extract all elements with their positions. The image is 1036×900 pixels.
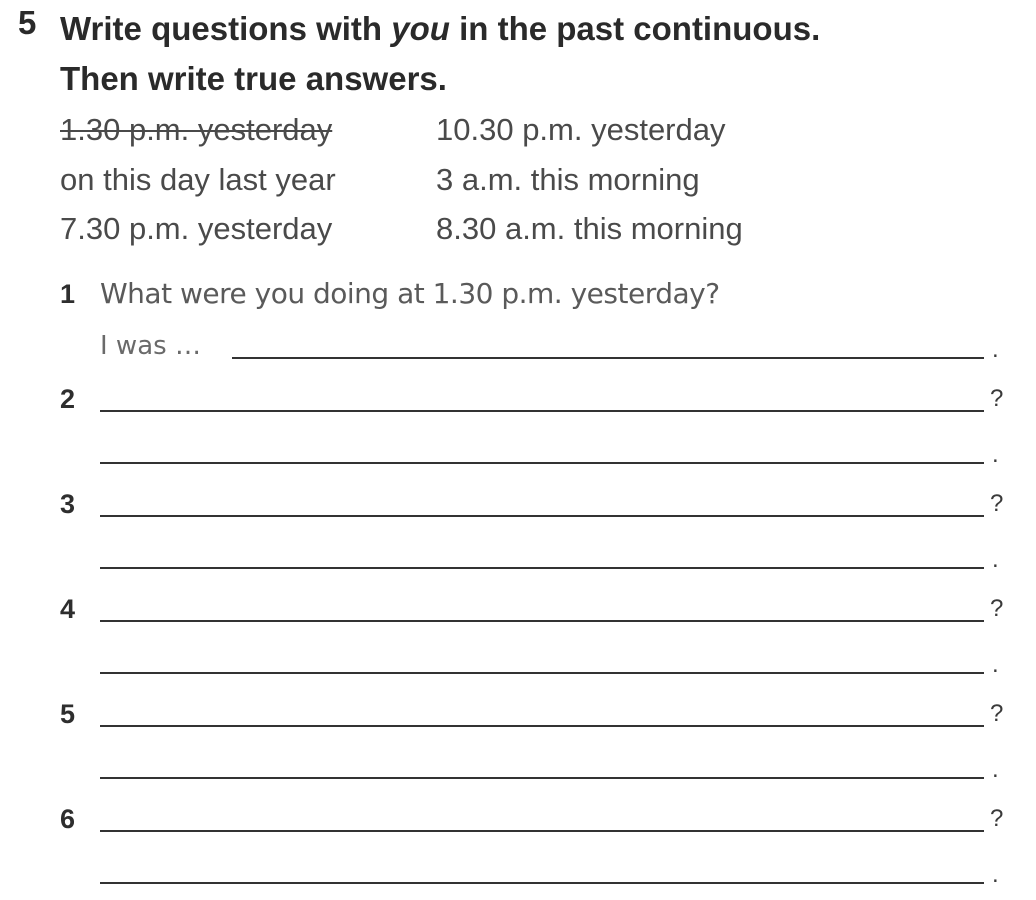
answer-line[interactable]	[232, 357, 984, 359]
instruction-text-1: Write questions with	[60, 10, 392, 47]
question-line[interactable]	[100, 725, 984, 727]
answer-period: .	[992, 441, 999, 468]
question-line[interactable]	[100, 830, 984, 832]
question-line[interactable]	[100, 410, 984, 412]
question-mark: ?	[990, 385, 1004, 412]
question-line[interactable]	[100, 515, 984, 517]
instruction-text-2: in the past continuous.	[449, 10, 821, 47]
time-option: on this day last year	[60, 162, 336, 197]
question-line[interactable]	[100, 620, 984, 622]
item-number: 4	[60, 594, 76, 624]
item-number: 6	[60, 804, 76, 834]
question-mark: ?	[990, 700, 1004, 727]
time-option: 8.30 a.m. this morning	[436, 211, 743, 246]
instruction-emphasis: you	[391, 10, 450, 47]
exercise-instruction	[60, 4, 820, 104]
exercise-number: 5	[18, 4, 37, 41]
answer-line[interactable]	[100, 462, 984, 464]
time-option: 10.30 p.m. yesterday	[436, 112, 726, 147]
time-option: 3 a.m. this morning	[436, 162, 700, 197]
question-mark: ?	[990, 595, 1004, 622]
answer-period: .	[992, 546, 999, 573]
time-option-used: 1.30 p.m. yesterday	[60, 112, 333, 147]
answer-line[interactable]	[100, 567, 984, 569]
example-answer-start: I was …	[100, 331, 201, 361]
answer-line[interactable]	[100, 672, 984, 674]
answer-period: .	[992, 651, 999, 678]
item-number: 5	[60, 699, 76, 729]
answer-line[interactable]	[100, 777, 984, 779]
instruction-line-2: Then write true answers.	[60, 60, 447, 97]
example-question: What were you doing at 1.30 p.m. yesterday?	[100, 277, 720, 310]
item-number: 3	[60, 489, 76, 519]
answer-period: .	[992, 861, 999, 888]
time-option: 7.30 p.m. yesterday	[60, 211, 333, 246]
answer-period: .	[992, 756, 999, 783]
answer-period: .	[992, 336, 999, 363]
item-number: 1	[60, 279, 76, 309]
question-mark: ?	[990, 490, 1004, 517]
question-mark: ?	[990, 805, 1004, 832]
answer-line[interactable]	[100, 882, 984, 884]
item-number: 2	[60, 384, 76, 414]
